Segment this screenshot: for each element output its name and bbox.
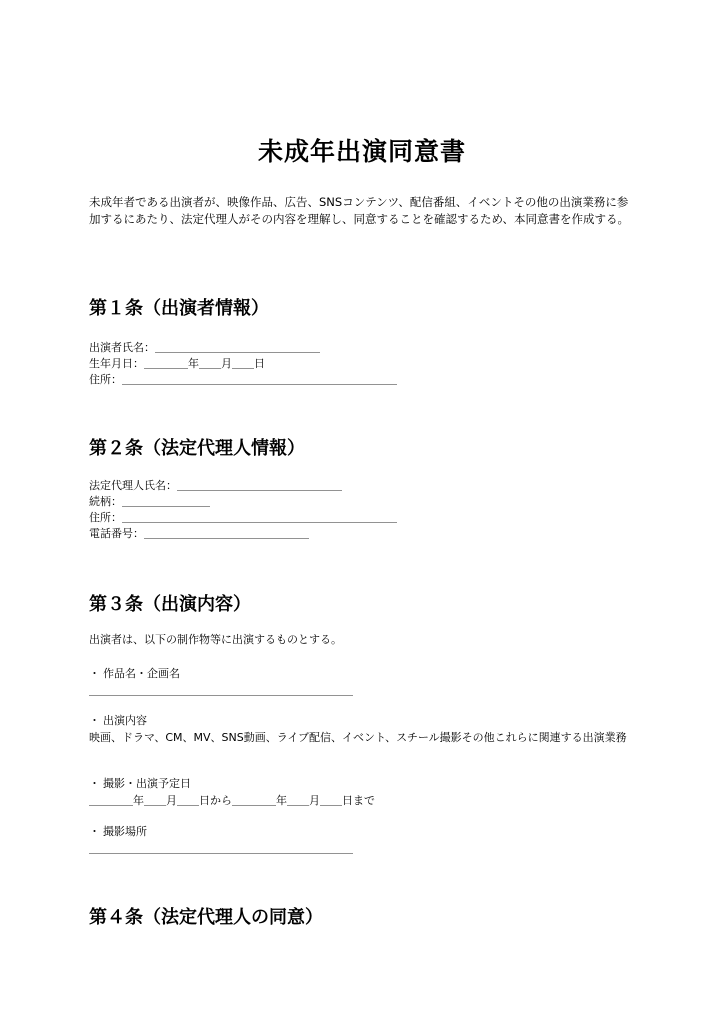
article-2-fields xyxy=(89,478,649,542)
list-item-performance-content xyxy=(89,712,639,746)
list-item-location xyxy=(89,823,639,857)
article-2-heading: 第２条（法定代理人情報） xyxy=(89,438,305,459)
article-3-heading: 第３条（出演内容） xyxy=(89,594,251,615)
bullet-mark: ・ xyxy=(89,777,100,790)
document-title: 未成年出演同意書 xyxy=(257,136,466,166)
bullet-mark: ・ xyxy=(89,825,100,838)
birth-date-field: 生年月日：＿＿＿＿年＿＿月＿＿日 xyxy=(89,357,265,370)
performer-name-field: 出演者氏名：＿＿＿＿＿＿＿＿＿＿＿＿＿＿＿ xyxy=(89,341,320,354)
schedule-label: 撮影・出演予定日 xyxy=(103,777,191,790)
article-3-lead: 出演者は、以下の制作物等に出演するものとする。 xyxy=(89,633,342,646)
location-blank: ＿＿＿＿＿＿＿＿＿＿＿＿＿＿＿＿＿＿＿＿＿＿＿＿ xyxy=(89,842,353,855)
phone-number-field: 電話番号：＿＿＿＿＿＿＿＿＿＿＿＿＿＿＿ xyxy=(89,527,309,540)
bullet-mark: ・ xyxy=(89,667,100,680)
work-title-blank: ＿＿＿＿＿＿＿＿＿＿＿＿＿＿＿＿＿＿＿＿＿＿＿＿ xyxy=(89,684,353,697)
performance-content-label: 出演内容 xyxy=(103,714,147,727)
bullet-mark: ・ xyxy=(89,714,100,727)
intro-paragraph: 未成年者である出演者が、映像作品、広告、SNSコンテンツ、配信番組、イベントその他の出演業務に参加するにあたり、法定代理人がその内容を理解し、同意することを確認するため、本同意書を作成する。 xyxy=(89,195,630,226)
guardian-name-field: 法定代理人氏名：＿＿＿＿＿＿＿＿＿＿＿＿＿＿＿ xyxy=(89,479,342,492)
location-label: 撮影場所 xyxy=(103,825,147,838)
article-4-heading: 第４条（法定代理人の同意） xyxy=(89,907,323,928)
relationship-field: 続柄：＿＿＿＿＿＿＿＿ xyxy=(89,495,210,508)
list-item-schedule xyxy=(89,775,639,809)
schedule-blank: ＿＿＿＿年＿＿月＿＿日から＿＿＿＿年＿＿月＿＿日まで xyxy=(89,794,375,807)
list-item-work-title xyxy=(89,665,639,699)
guardian-address-field: 住所：＿＿＿＿＿＿＿＿＿＿＿＿＿＿＿＿＿＿＿＿＿＿＿＿＿ xyxy=(89,511,397,524)
article-1-fields xyxy=(89,340,649,388)
article-1-heading: 第１条（出演者情報） xyxy=(89,298,269,319)
performance-content-text: 映画、ドラマ、CM、MV、SNS動画、ライブ配信、イベント、スチール撮影その他これらに関連する出演業務 xyxy=(89,731,627,744)
performer-address-field: 住所：＿＿＿＿＿＿＿＿＿＿＿＿＿＿＿＿＿＿＿＿＿＿＿＿＿ xyxy=(89,373,397,386)
work-title-label: 作品名・企画名 xyxy=(103,667,180,680)
